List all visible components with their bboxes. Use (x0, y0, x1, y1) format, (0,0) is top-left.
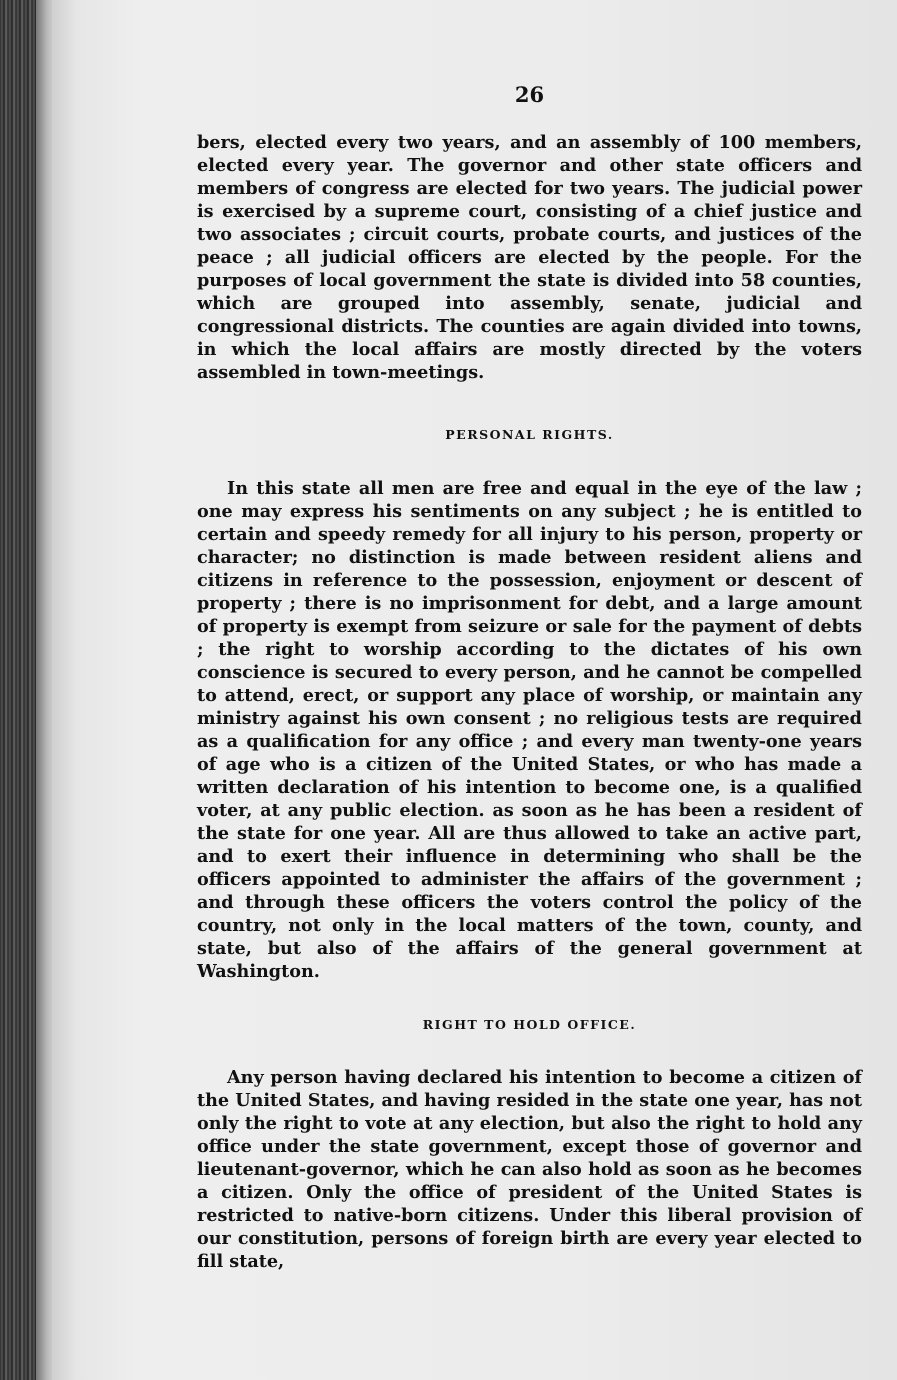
page-number: 26 (514, 82, 545, 107)
heading-right-to-hold-office: RIGHT TO HOLD OFFICE. (422, 1017, 637, 1032)
paragraph-right-to-hold-office: Any person having declared his intention to become a citizen of the United States, and having resided in the state one year, has not only the right to vote at any election, but also the right to hold any office under the state government, except those of governor and lieutenant-governor, which he can also hold as soon as he becomes a citizen. Only the office of president of the United States is restricted to native-born citizens. Under this liberal provision of our constitution, persons of foreign birth are every year elected to fill state, (197, 1067, 862, 1272)
paragraph-personal-rights: In this state all men are free and equal in the eye of the law ; one may express his sentiments on any subject ; he is entitled to certain and speedy remedy for all injury to his person, property or character; no distinction is made between resident aliens and citizens in reference to the possession, enjoyment or descent of property ; there is no imprisonment for debt, and a large amount of property is exempt from seizure or sale for the payment of debts ; the right to worship according to the dictates of his own conscience is secured to every person, and he cannot be compelled to attend, erect, or support any place of worship, or maintain any ministry against his own consent ; no religious tests are required as a qualification for any office ; and every man twenty-one years of age who is a citizen of the United States, or who has made a written declaration of his intention to become one, is a qualified voter, at any public election. as soon as he has been a resident of the state for one year. All are thus allowed to take an active part, and to exert their influence in determining who shall be the officers appointed to administer the affairs of the government ; and through these officers the voters control the policy of the country, not only in the local matters of the town, county, and state, but also of the affairs of the general government at Washington. (197, 478, 862, 982)
book-page (52, 0, 897, 1380)
heading-personal-rights: PERSONAL RIGHTS. (445, 427, 614, 442)
paragraph-government: bers, elected every two years, and an assembly of 100 members, elected every year. The governor and other state officers and members of congress are elected for two years. The judicial power is exercised by a supreme court, consisting of a chief justice and two associates ; circuit courts, probate courts, and justices of the peace ; all judicial officers are elected by the people. For the purposes of local government the state is divided into 58 counties, which are grouped into assembly, senate, judicial and congressional districts. The counties are again divided into towns, in which the local affairs are mostly directed by the voters assembled in town-meetings. (197, 132, 862, 383)
